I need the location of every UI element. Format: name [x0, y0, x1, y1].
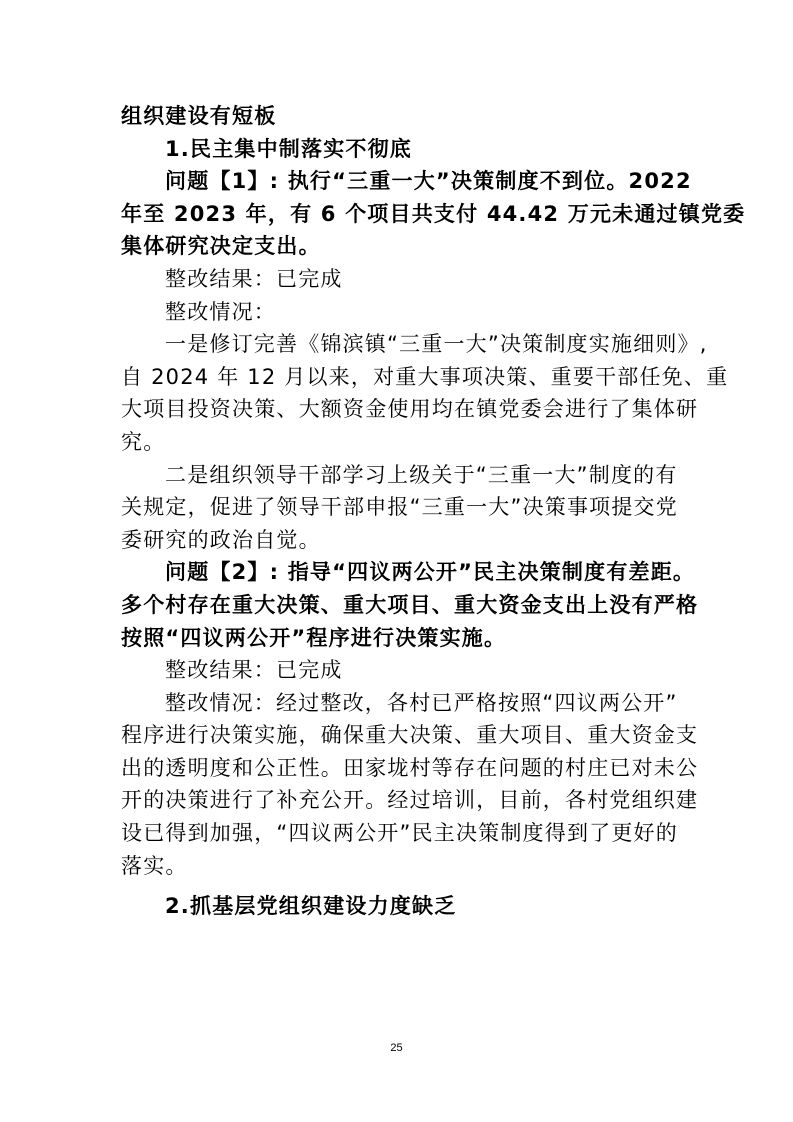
issue-1-point-2-line-2: 关规定，促进了领导干部申报“三重一大”决策事项提交党	[121, 495, 678, 520]
issue-2-status-line-6: 落实。	[121, 853, 188, 878]
issue-2-line-3: 按照“四议两公开”程序进行决策实施。	[121, 625, 507, 650]
issue-2-line-1: 问题【2】: 指导“四议两公开”民主决策制度有差距。	[165, 560, 696, 585]
page-number: 25	[390, 1042, 403, 1054]
issue-1-point-1-line-4: 究。	[121, 429, 166, 454]
issue-2-status-line-1: 整改情况：经过整改，各村已严格按照“四议两公开”	[165, 690, 678, 715]
issue-2-status-line-3: 出的透明度和公正性。田家垅村等存在问题的村庄已对未公	[121, 755, 699, 780]
subsection-2-title: 2.抓基层党组织建设力度缺乏	[165, 894, 457, 919]
issue-2-status-line-4: 开的决策进行了补充公开。经过培训，目前，各村党组织建	[121, 788, 699, 813]
section-heading: 组织建设有短板	[121, 104, 277, 128]
issue-2-result: 整改结果：已完成	[165, 658, 343, 683]
issue-2-status-line-2: 程序进行决策实施，确保重大决策、重大项目、重大资金支	[121, 723, 699, 748]
issue-1-line-3: 集体研究决定支出。	[121, 234, 321, 259]
issue-1-line-1: 问题【1】: 执行“三重一大”决策制度不到位。2022	[165, 169, 692, 194]
document-page	[121, 100, 746, 923]
issue-1-status-label: 整改情况：	[165, 299, 276, 324]
issue-1-point-1-line-1: 一是修订完善《锦滨镇“三重一大”决策制度实施细则》,	[165, 332, 708, 357]
issue-2-status-line-5: 设已得到加强，“四议两公开”民主决策制度得到了更好的	[121, 821, 678, 846]
issue-2-line-2: 多个村存在重大决策、重大项目、重大资金支出上没有严格	[121, 592, 699, 617]
issue-1-point-2-line-1: 二是组织领导干部学习上级关于“三重一大”制度的有	[165, 462, 678, 487]
issue-1-result: 整改结果：已完成	[165, 266, 343, 291]
issue-1-point-1-line-3: 大项目投资决策、大额资金使用均在镇党委会进行了集体研	[121, 397, 699, 422]
issue-1-point-1-line-2: 自 2024 年 12 月以来，对重大事项决策、重要干部任免、重	[121, 364, 729, 389]
issue-1-line-2: 年至 2023 年，有 6 个项目共支付 44.42 万元未通过镇党委	[121, 201, 746, 226]
issue-1-point-2-line-3: 委研究的政治自觉。	[121, 527, 321, 552]
subsection-1-title: 1.民主集中制落实不彻底	[165, 136, 412, 161]
